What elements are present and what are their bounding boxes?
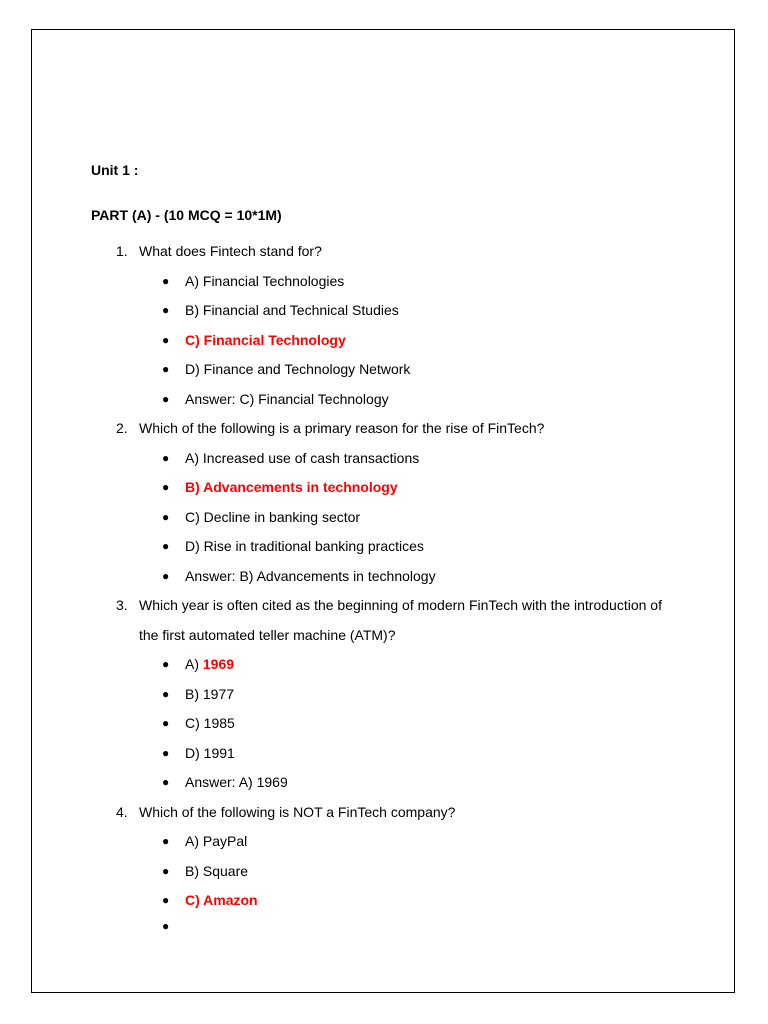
option-prefix: A) [185,656,203,672]
question-2 [0,414,768,591]
option-text: B) Square [185,862,249,879]
question-list [0,237,768,936]
question-text: What does Fintech stand for? [139,243,322,259]
bullet-icon: ● [162,362,170,376]
question-text-line-1: Which year is often cited as the beginning of modern FinTech with the introduction of [139,597,662,613]
unit-heading: Unit 1 : [91,162,139,178]
answer-item [0,768,768,798]
question-number: 2. [116,420,128,436]
bullet-icon: ● [162,303,170,317]
option-item-correct [0,326,768,356]
question-number: 4. [116,803,128,820]
option-text: D) 1991 [185,744,235,761]
option-text: D) Rise in traditional banking practices [185,538,424,554]
bullet-icon: ● [162,686,170,701]
option-text: A) PayPal [185,833,248,849]
option-text-correct [185,650,234,680]
option-item [0,709,768,739]
option-text-correct: C) Financial Technology [185,331,346,348]
option-item [0,267,768,297]
bullet-icon: ● [162,391,170,406]
bullet-icon: ● [162,893,170,907]
bullet-icon: ● [162,568,170,583]
option-item [0,680,768,710]
option-text: A) Financial Technologies [185,272,345,289]
bullet-icon: ● [162,657,170,671]
bullet-icon: ● [162,539,170,553]
question-text: Which of the following is NOT a FinTech company? [139,803,456,820]
question-1 [0,237,768,414]
option-item-correct [0,650,768,680]
question-text: Which of the following is a primary reason for the rise of FinTech? [139,420,545,436]
question-4 [0,798,768,936]
option-item [0,532,768,562]
bullet-icon: ● [162,273,170,288]
part-heading: PART (A) - (10 MCQ = 10*1M) [91,207,282,223]
option-item-correct [0,473,768,503]
question-3 [0,591,768,798]
option-text: B) Financial and Technical Studies [185,302,399,318]
option-item [0,355,768,385]
bullet-icon: ● [162,716,170,730]
answer-item [0,562,768,592]
answer-item [0,385,768,415]
bullet-icon: ● [162,775,170,789]
option-item [0,857,768,887]
option-item-empty [0,916,768,936]
question-text-line-2: the first automated teller machine (ATM)? [139,626,396,643]
bullet-icon: ● [162,745,170,760]
answer-text: Answer: A) 1969 [185,774,288,790]
bullet-icon: ● [162,450,170,465]
bullet-icon: ● [162,480,170,494]
option-item [0,296,768,326]
bullet-icon: ● [162,332,170,347]
bullet-icon: ● [162,509,170,524]
answer-text: Answer: B) Advancements in technology [185,567,436,584]
answer-text: Answer: C) Financial Technology [185,390,389,407]
option-text-correct: B) Advancements in technology [185,479,398,495]
option-item [0,827,768,857]
option-text: D) Finance and Technology Network [185,361,411,377]
option-value-correct: 1969 [202,656,235,672]
option-text: C) 1985 [185,715,235,731]
option-item [0,739,768,769]
bullet-icon: ● [162,863,170,878]
option-text: A) Increased use of cash transactions [185,449,420,466]
option-item [0,444,768,474]
option-text: B) 1977 [185,685,235,702]
option-item-correct [0,886,768,916]
bullet-icon: ● [162,834,170,848]
bullet-icon: ● [162,918,170,933]
option-text: C) Decline in banking sector [185,508,361,525]
question-number: 1. [116,243,128,259]
option-text-correct: C) Amazon [185,892,258,908]
question-number: 3. [116,597,128,613]
option-item [0,503,768,533]
